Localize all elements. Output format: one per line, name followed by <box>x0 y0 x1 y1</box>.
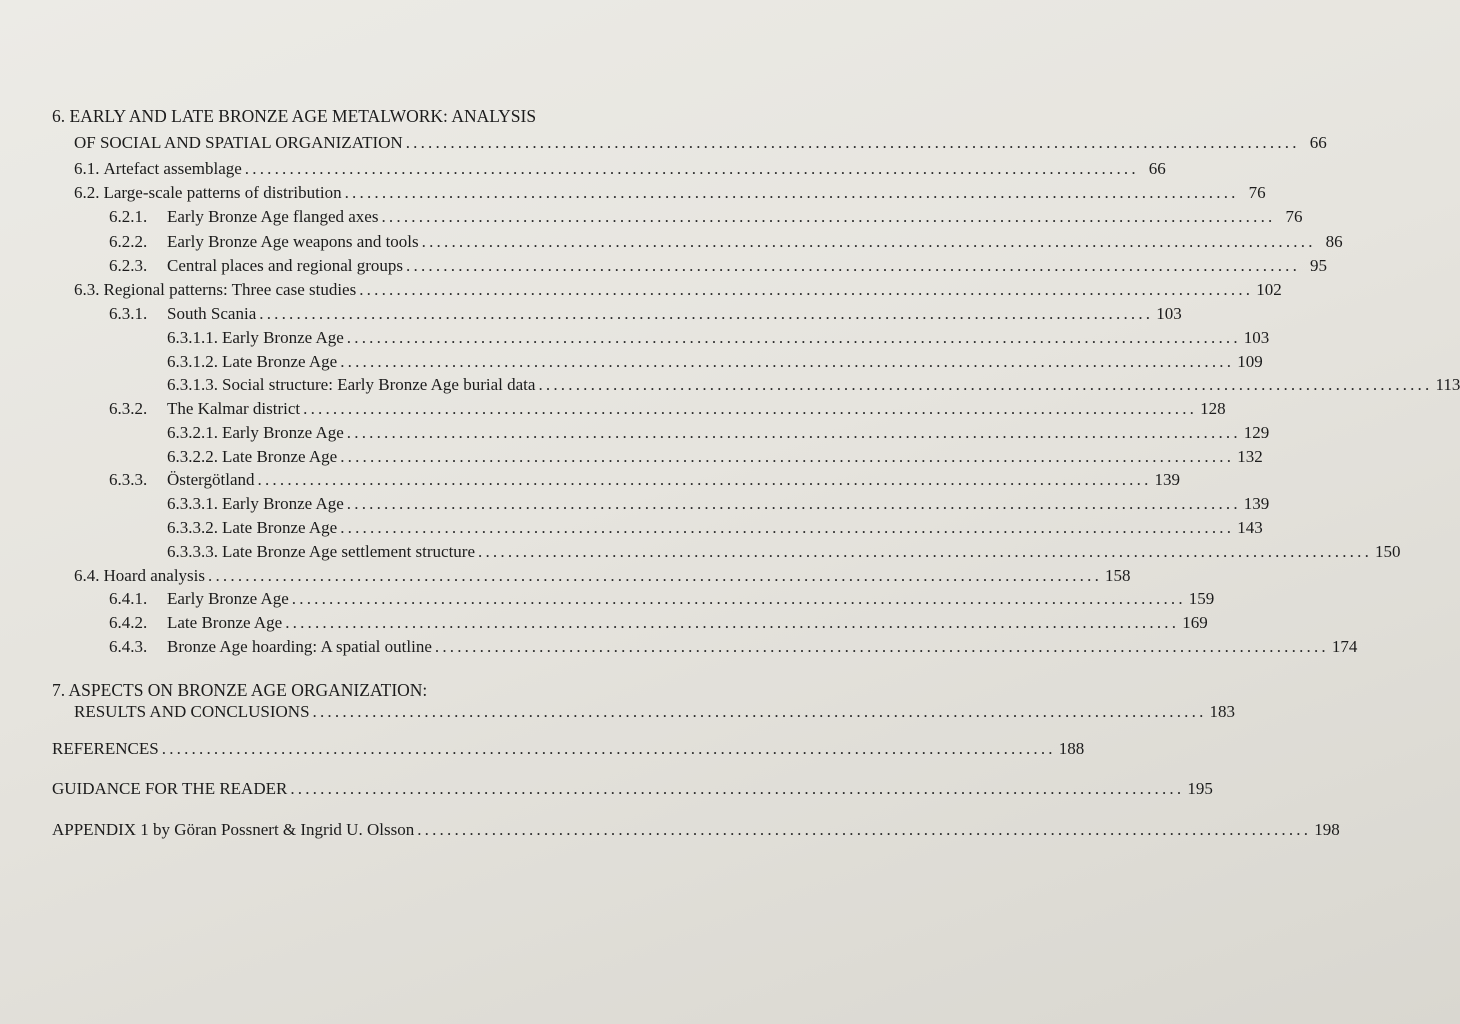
page-number: 174 <box>1331 637 1358 656</box>
page-number: 188 <box>1058 739 1085 758</box>
entry-title: South Scania <box>167 304 257 323</box>
toc-entry <box>0 326 1270 350</box>
entry-title: Social structure: Early Bronze Age burial data <box>222 375 536 394</box>
entry-number: 6.3.2.1. <box>167 423 218 442</box>
toc-entry <box>0 230 1343 254</box>
entry-number: 6.3.1. <box>109 304 148 323</box>
entry-title: Early Bronze Age <box>222 494 344 513</box>
entry-title: Late Bronze Age <box>167 613 283 632</box>
entry-number: 6.4.2. <box>109 613 148 632</box>
entry-number: 6.2. <box>74 183 100 202</box>
dot-leader: ........................................................................................................................ <box>340 518 1235 537</box>
entry-number: 6.3.3.2. <box>167 518 218 537</box>
page-number: 159 <box>1188 589 1215 608</box>
toc-entry <box>0 468 1181 492</box>
entry-number: 6.3. <box>74 280 100 299</box>
dot-leader: ........................................................................................................................ <box>346 328 1241 347</box>
entry-number: 6.3.3.1. <box>167 494 218 513</box>
entry-title: Early Bronze Age <box>222 423 344 442</box>
toc-entry <box>0 254 1328 278</box>
page-number: 129 <box>1243 423 1270 442</box>
entry-title: Artefact assemblage <box>103 159 242 178</box>
dot-leader: ........................................................................................................................ <box>346 494 1241 513</box>
entry-title: Östergötland <box>167 470 255 489</box>
dot-leader: ........................................................................................................................ <box>259 304 1154 323</box>
references-title: REFERENCES <box>52 739 159 758</box>
entry-number: 6.3.1.3. <box>167 375 218 394</box>
dot-leader: ........................................................................................................................ <box>285 613 1180 632</box>
entry-number: 6.3.3. <box>109 470 148 489</box>
page-number: 113 <box>1435 375 1460 394</box>
dot-leader: ........................................................................................................................ <box>346 423 1241 442</box>
page-number: 103 <box>1243 328 1270 347</box>
dot-leader: ........................................................................................................................ <box>340 447 1235 466</box>
toc-entry <box>0 350 1263 374</box>
dot-leader: ........................................................................................................................ <box>381 207 1276 226</box>
toc-entry <box>0 373 1460 397</box>
references-entry <box>0 737 1085 761</box>
dot-leader: ........................................................................................................................ <box>405 133 1300 152</box>
entry-title: The Kalmar district <box>167 399 301 418</box>
dot-leader: ........................................................................................................................ <box>359 280 1254 299</box>
entry-number: 6.3.2.2. <box>167 447 218 466</box>
page-number: 195 <box>1187 779 1213 798</box>
dot-leader: ........................................................................................................................ <box>244 159 1139 178</box>
page-number: 132 <box>1237 447 1263 466</box>
page-number: 169 <box>1182 613 1208 632</box>
entry-title: Early Bronze Age <box>167 589 289 608</box>
entry-number: 6.3.2. <box>109 399 148 418</box>
entry-title: Late Bronze Age settlement structure <box>222 542 476 561</box>
entry-number: 6.4.3. <box>109 637 148 656</box>
page-number: 109 <box>1237 352 1263 371</box>
entry-title: Large-scale patterns of distribution <box>103 183 342 202</box>
entry-title: Early Bronze Age weapons and tools <box>167 232 419 251</box>
toc-entry <box>0 302 1182 326</box>
dot-leader: ........................................................................................................................ <box>406 256 1301 275</box>
page-number: 183 <box>1209 702 1236 721</box>
toc-entry <box>0 635 1358 659</box>
entry-title: Bronze Age hoarding: A spatial outline <box>167 637 432 656</box>
dot-leader: ........................................................................................................................ <box>478 542 1373 561</box>
page-number: 139 <box>1154 470 1181 489</box>
entry-number: 6.4.1. <box>109 589 148 608</box>
page-number: 158 <box>1105 566 1131 585</box>
toc-entry <box>0 564 1131 588</box>
entry-number: 6.1. <box>74 159 100 178</box>
entry-title: Late Bronze Age <box>222 352 338 371</box>
dot-leader: ........................................................................................................................ <box>434 637 1329 656</box>
toc-entry <box>0 157 1166 181</box>
page-number: 66 <box>1148 159 1166 178</box>
guidance-entry <box>0 777 1213 801</box>
entry-title: Central places and regional groups <box>167 256 404 275</box>
dot-leader: ........................................................................................................................ <box>208 566 1103 585</box>
entry-title: Late Bronze Age <box>222 447 338 466</box>
entry-number: 6.4. <box>74 566 100 585</box>
entry-number: 6.3.3.3. <box>167 542 218 561</box>
chapter-7-title-line1: 7. ASPECTS ON BRONZE AGE ORGANIZATION: <box>52 680 428 700</box>
entry-number: 6.2.1. <box>109 207 148 226</box>
page-number: 86 <box>1325 232 1343 251</box>
toc-entry <box>0 516 1263 540</box>
page-number: 66 <box>1309 133 1327 152</box>
toc-entry <box>0 421 1270 445</box>
page-number: 103 <box>1156 304 1182 323</box>
page-number: 128 <box>1200 399 1226 418</box>
dot-leader: ........................................................................................................................ <box>312 702 1207 721</box>
chapter-6-entry <box>0 131 1327 155</box>
toc-entry <box>0 611 1208 635</box>
dot-leader: ........................................................................................................................ <box>538 375 1433 394</box>
chapter-7-entry <box>0 700 1236 724</box>
chapter-6-title-line1: 6. EARLY AND LATE BRONZE AGE METALWORK: ANALYSIS <box>52 106 537 126</box>
entry-title: Early Bronze Age flanged axes <box>167 207 379 226</box>
toc-entry <box>0 587 1215 611</box>
appendix-entry <box>0 818 1340 842</box>
appendix-title: APPENDIX 1 by Göran Possnert & Ingrid U. Olsson <box>52 820 415 839</box>
entry-title: Early Bronze Age <box>222 328 344 347</box>
entry-title: Hoard analysis <box>103 566 206 585</box>
dot-leader: ........................................................................................................................ <box>344 183 1239 202</box>
dot-leader: ........................................................................................................................ <box>161 739 1056 758</box>
toc-entry <box>0 445 1263 469</box>
chapter-6-title-line2: OF SOCIAL AND SPATIAL ORGANIZATION <box>74 133 403 152</box>
entry-title: Regional patterns: Three case studies <box>103 280 357 299</box>
page-number: 143 <box>1237 518 1263 537</box>
page-number: 139 <box>1243 494 1270 513</box>
dot-leader: ........................................................................................................................ <box>291 589 1186 608</box>
toc-entry <box>0 205 1303 229</box>
toc-entry <box>0 397 1226 421</box>
chapter-7-title-line2: RESULTS AND CONCLUSIONS <box>74 702 310 721</box>
page-number: 76 <box>1285 207 1303 226</box>
dot-leader: ........................................................................................................................ <box>257 470 1152 489</box>
dot-leader: ........................................................................................................................ <box>290 779 1185 798</box>
page-number: 150 <box>1375 542 1401 561</box>
toc-entry <box>0 540 1401 564</box>
page-number: 102 <box>1256 280 1282 299</box>
page-number: 76 <box>1248 183 1266 202</box>
dot-leader: ........................................................................................................................ <box>421 232 1316 251</box>
entry-number: 6.3.1.2. <box>167 352 218 371</box>
dot-leader: ........................................................................................................................ <box>417 820 1312 839</box>
entry-number: 6.2.2. <box>109 232 148 251</box>
entry-title: Late Bronze Age <box>222 518 338 537</box>
dot-leader: ........................................................................................................................ <box>303 399 1198 418</box>
page-number: 198 <box>1314 820 1340 839</box>
toc-entry <box>0 492 1270 516</box>
guidance-title: GUIDANCE FOR THE READER <box>52 779 288 798</box>
page-number: 95 <box>1310 256 1328 275</box>
entry-number: 6.3.1.1. <box>167 328 218 347</box>
dot-leader: ........................................................................................................................ <box>340 352 1235 371</box>
entry-number: 6.2.3. <box>109 256 148 275</box>
toc-entry <box>0 181 1266 205</box>
toc-entry <box>0 278 1282 302</box>
